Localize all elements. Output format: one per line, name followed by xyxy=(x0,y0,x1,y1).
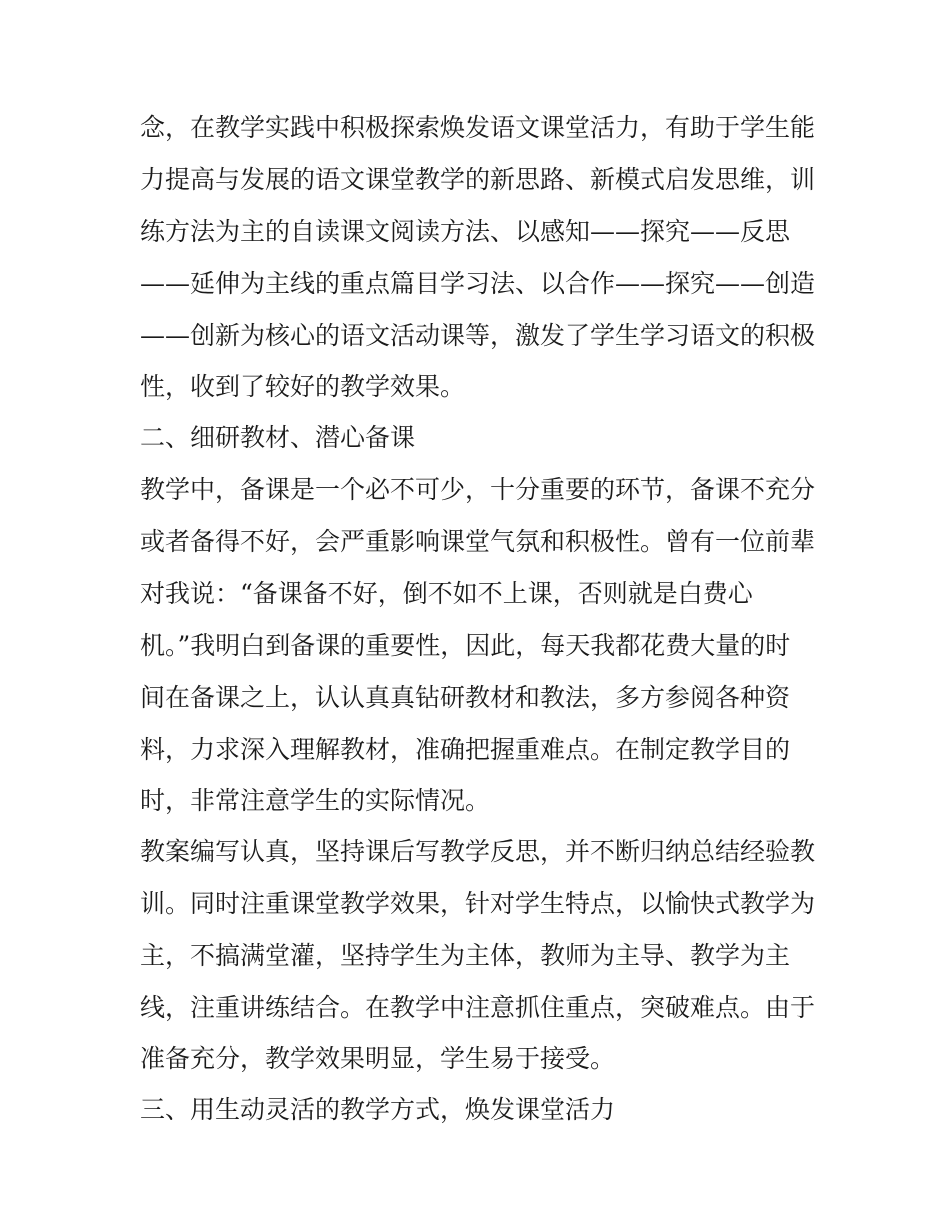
text-line: 机。”我明白到备课的重要性，因此，每天我都花费大量的时 xyxy=(140,631,791,660)
text-line: 性，收到了较好的教学效果。 xyxy=(140,372,466,401)
text-line: 时，非常注意学生的实际情况。 xyxy=(140,786,491,815)
text-line: 教学中，备课是一个必不可少，十分重要的环节，备课不充分 xyxy=(140,475,816,504)
text-line: 料，力求深入理解教材，准确把握重难点。在制定教学目的 xyxy=(140,735,791,764)
text-line: 对我说：“备课备不好，倒不如不上课，否则就是白费心 xyxy=(140,579,753,608)
text-line: 准备充分，教学效果明显，学生易于接受。 xyxy=(140,1044,616,1073)
text-line: 间在备课之上，认认真真钻研教材和教法，多方参阅各种资 xyxy=(140,683,791,712)
text-line: ——延伸为主线的重点篇目学习法、以合作——探究——创造 xyxy=(140,269,816,298)
text-line: 主，不搞满堂灌，坚持学生为主体，教师为主导、教学为主 xyxy=(140,941,791,970)
text-line: 教案编写认真，坚持课后写教学反思，并不断归纳总结经验教 xyxy=(140,837,816,866)
text-line: 训。同时注重课堂教学效果，针对学生特点，以愉快式教学为 xyxy=(140,889,816,918)
text-line: 念，在教学实践中积极探索焕发语文课堂活力，有助于学生能 xyxy=(140,113,816,142)
section-heading: 二、细研教材、潜心备课 xyxy=(140,423,416,452)
text-line: ——创新为核心的语文活动课等，激发了学生学习语文的积极 xyxy=(140,321,816,350)
text-line: 线，注重讲练结合。在教学中注意抓住重点，突破难点。由于 xyxy=(140,993,816,1022)
text-line: 或者备得不好，会严重影响课堂气氛和积极性。曾有一位前辈 xyxy=(140,527,816,556)
section-heading: 三、用生动灵活的教学方式，焕发课堂活力 xyxy=(140,1095,616,1124)
text-line: 力提高与发展的语文课堂教学的新思路、新模式启发思维，训 xyxy=(140,165,816,194)
text-line: 练方法为主的自读课文阅读方法、以感知——探究——反思 xyxy=(140,217,791,246)
